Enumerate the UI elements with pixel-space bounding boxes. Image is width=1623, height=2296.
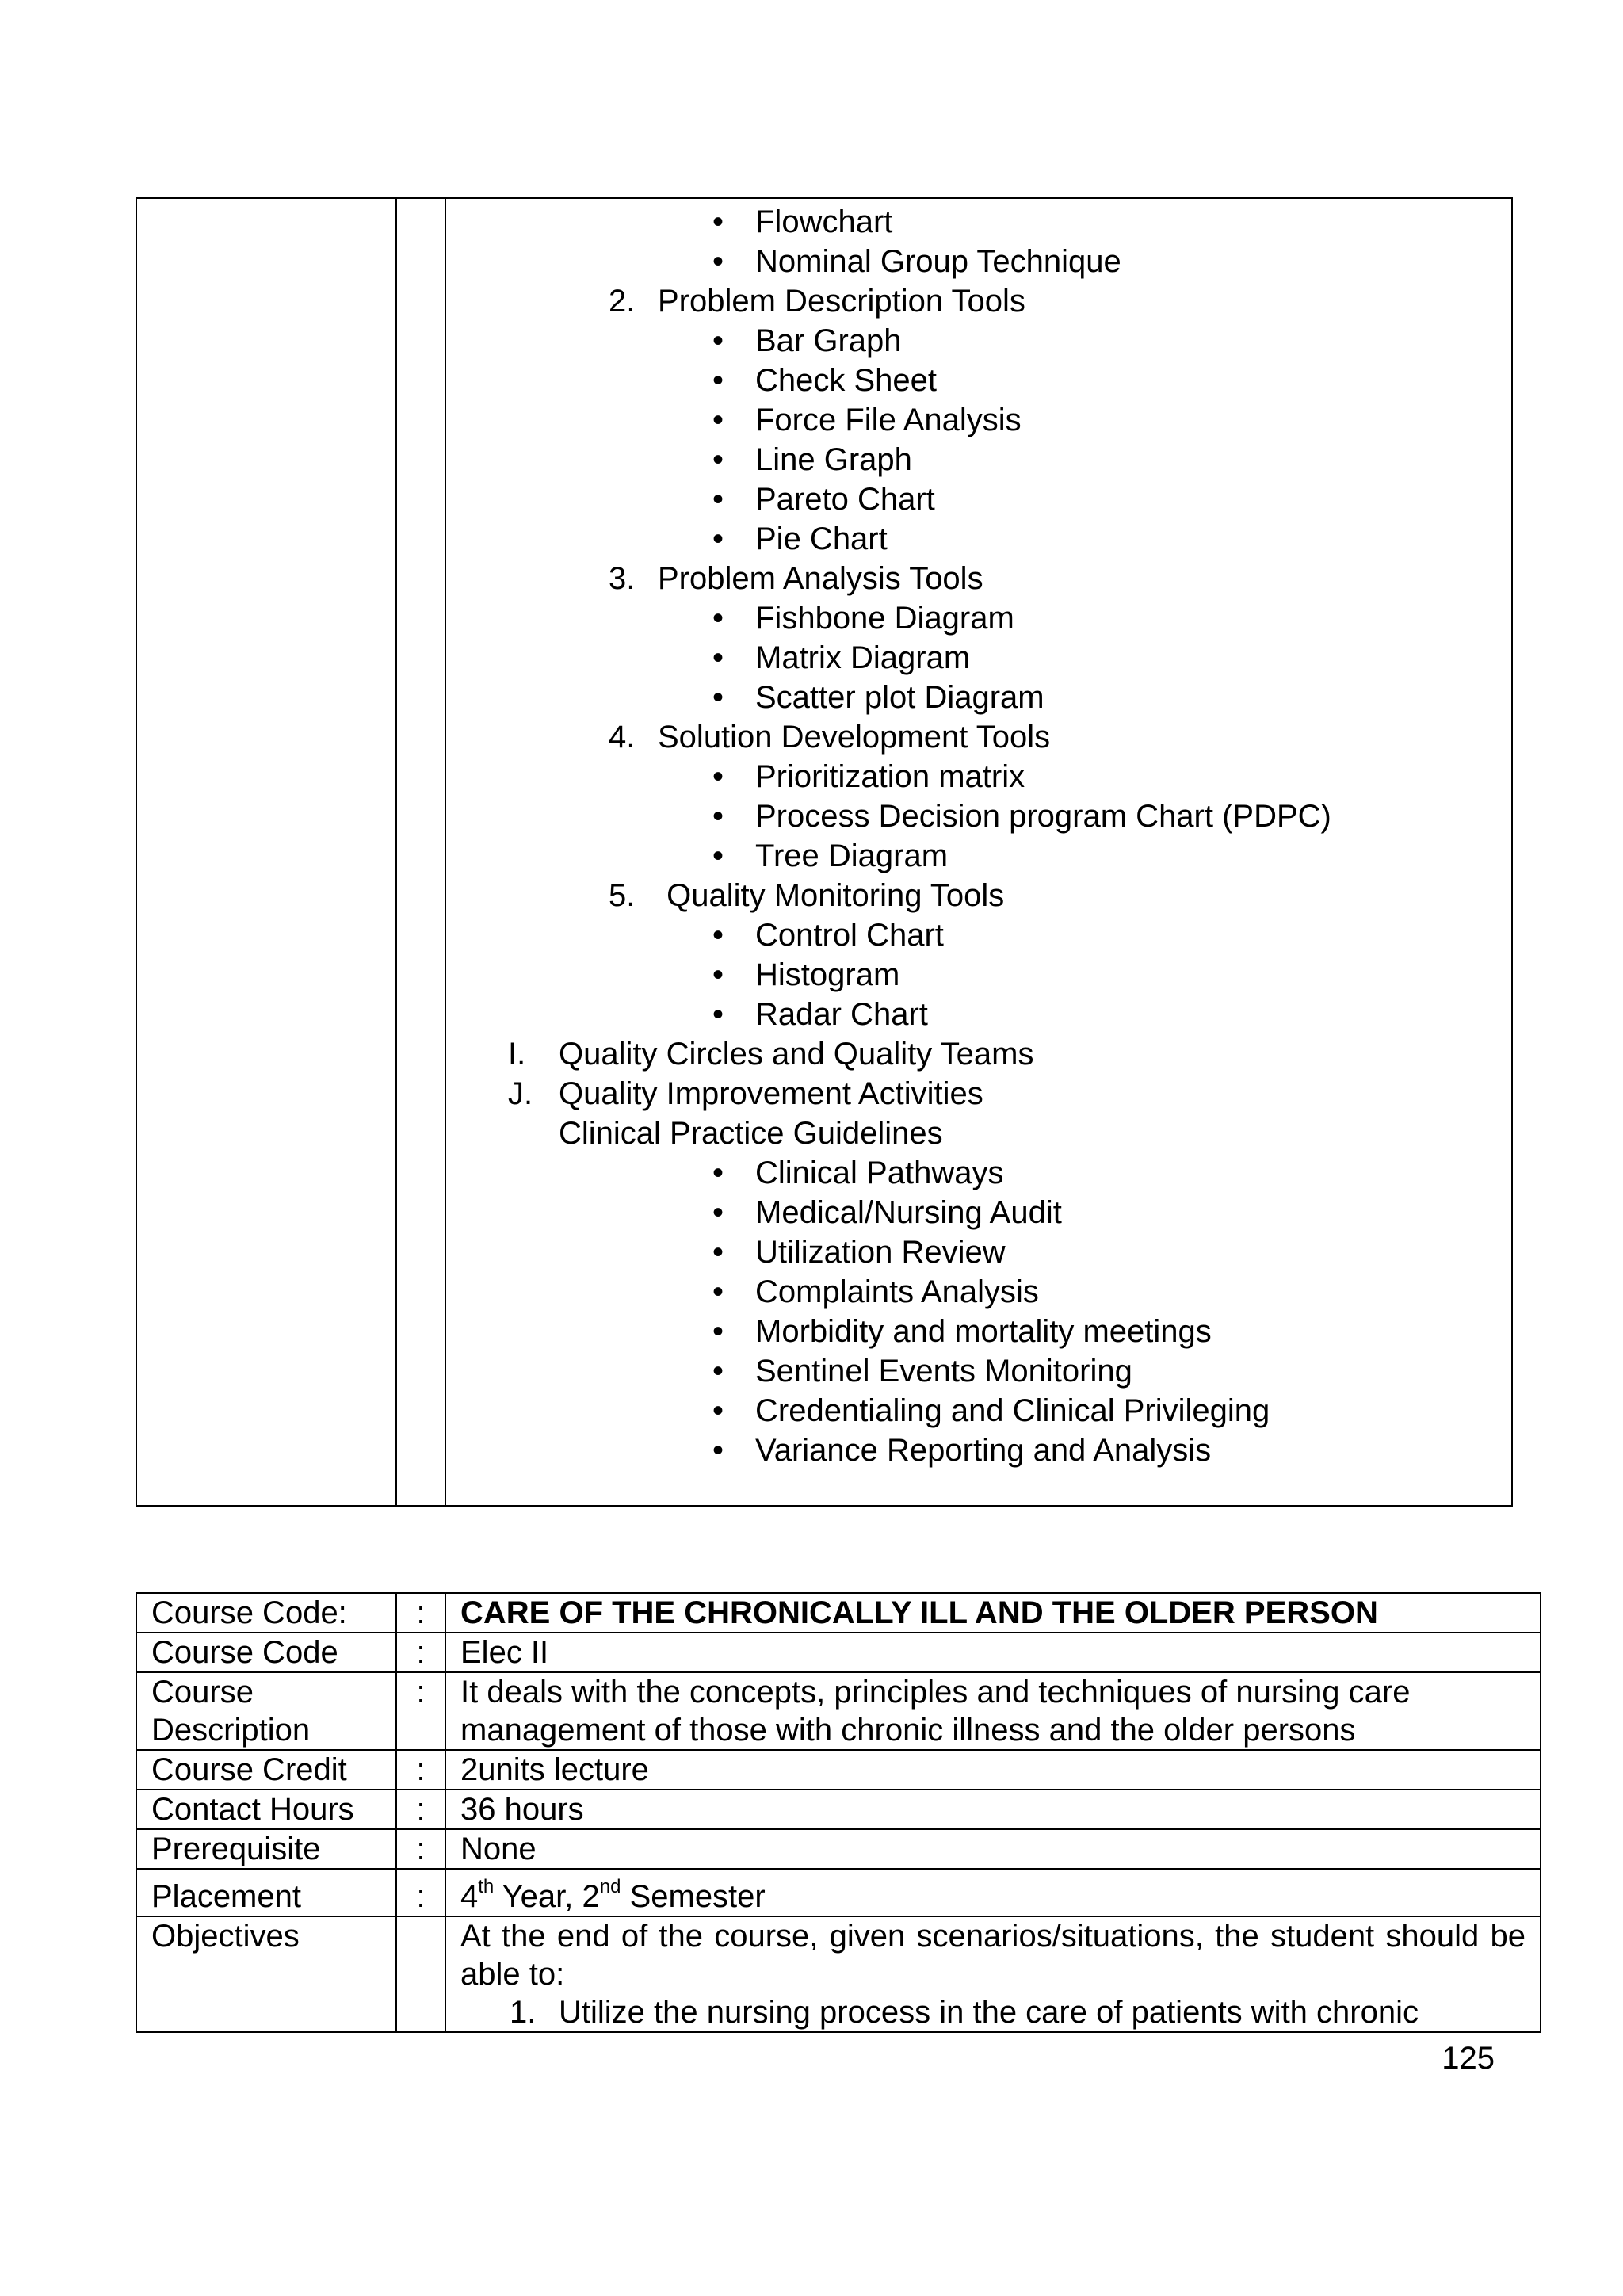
- course-code-row: [136, 1633, 1541, 1672]
- outline-item-text: Control Chart: [755, 918, 944, 953]
- outline-bullet-item: [712, 400, 1022, 440]
- course-description-row: [136, 1672, 1541, 1750]
- outline-item-text: Pie Chart: [755, 521, 888, 556]
- course-title-label: Course Code:: [136, 1593, 396, 1633]
- contact-hours-value: 36 hours: [445, 1790, 1541, 1829]
- outline-item-text: Prioritization matrix: [755, 759, 1025, 794]
- outline-item-text: Process Decision program Chart (PDPC): [755, 799, 1331, 834]
- outline-bullet-item: [712, 1391, 1270, 1431]
- outline-bullet-item: [712, 678, 1044, 717]
- outline-col-separator: [396, 198, 445, 1506]
- outline-lettered-item: [508, 1074, 983, 1114]
- outline-numbered-item: [609, 717, 1051, 757]
- course-code-sep: :: [396, 1633, 445, 1672]
- outline-item-text: Problem Description Tools: [658, 284, 1025, 319]
- outline-item-text: Variance Reporting and Analysis: [755, 1433, 1212, 1468]
- outline-bullet-item: [712, 361, 938, 400]
- objectives-intro: At the end of the course, given scenarios/situations, the student should be able to:: [460, 1919, 1526, 1992]
- outline-item-text: Quality Circles and Quality Teams: [559, 1037, 1034, 1072]
- objective-item-1: [460, 1993, 1526, 2031]
- list-marker: 2.: [609, 284, 636, 319]
- bullet-icon: •: [712, 1433, 724, 1468]
- outline-item-text: Pareto Chart: [755, 482, 935, 517]
- course-code-value: Elec II: [445, 1633, 1541, 1672]
- page-number: 125: [1442, 2041, 1495, 2076]
- course-title-sep: :: [396, 1593, 445, 1633]
- outline-bullet-item: [712, 440, 912, 479]
- outline-item-text: Radar Chart: [755, 997, 928, 1032]
- bullet-icon: •: [712, 1235, 724, 1270]
- outline-bullet-item: [712, 1431, 1212, 1470]
- objective-item-marker: 1.: [510, 1995, 537, 2030]
- placement-year-num: 4: [460, 1879, 479, 1914]
- bullet-icon: •: [712, 1314, 724, 1349]
- outline-item-text: Problem Analysis Tools: [658, 561, 983, 596]
- outline-bullet-item: [712, 1272, 1039, 1312]
- placement-year-sup: th: [478, 1876, 495, 1897]
- bullet-icon: •: [712, 244, 724, 279]
- outline-item-text: Check Sheet: [755, 363, 938, 398]
- outline-bullet-item: [712, 797, 1331, 836]
- objectives-row: [136, 1916, 1541, 2032]
- outline-bullet-item: [712, 955, 900, 995]
- course-credit-sep: :: [396, 1750, 445, 1790]
- bullet-icon: •: [712, 1156, 724, 1190]
- outline-bullet-item: [712, 995, 928, 1034]
- bullet-icon: •: [712, 363, 724, 398]
- bullet-icon: •: [712, 601, 724, 636]
- outline-bullet-item: [712, 915, 944, 955]
- course-title-row: [136, 1593, 1541, 1633]
- course-description-value: It deals with the concepts, principles and techniques of nursing care management of those with chronic illness and the older persons: [445, 1672, 1541, 1750]
- outline-item-text: Quality Improvement Activities: [559, 1076, 983, 1111]
- course-title-value: CARE OF THE CHRONICALLY ILL AND THE OLDER PERSON: [445, 1593, 1541, 1633]
- outline-item-text: Histogram: [755, 957, 900, 992]
- outline-col-content: [445, 198, 1512, 1506]
- outline-bullet-item: [712, 1153, 1004, 1193]
- bullet-icon: •: [712, 918, 724, 953]
- placement-label: Placement: [136, 1869, 396, 1916]
- outline-lettered-item: [508, 1034, 1034, 1074]
- bullet-icon: •: [712, 442, 724, 477]
- outline-item-text: Morbidity and mortality meetings: [755, 1314, 1212, 1349]
- course-credit-value: 2units lecture: [445, 1750, 1541, 1790]
- outline-table: [136, 197, 1513, 1507]
- outline-item-text: Bar Graph: [755, 323, 902, 358]
- placement-sem-word: Semester: [621, 1879, 766, 1914]
- outline-item-text: Solution Development Tools: [658, 720, 1051, 755]
- course-credit-row: [136, 1750, 1541, 1790]
- course-credit-label: Course Credit: [136, 1750, 396, 1790]
- outline-plain-item: [559, 1114, 943, 1153]
- placement-year-word: Year,: [494, 1879, 582, 1914]
- course-info-table: [136, 1592, 1541, 2033]
- outline-numbered-item: [609, 281, 1025, 321]
- bullet-icon: •: [712, 1195, 724, 1230]
- outline-item-text: Fishbone Diagram: [755, 601, 1014, 636]
- bullet-icon: •: [712, 759, 724, 794]
- prerequisite-value: None: [445, 1829, 1541, 1869]
- prerequisite-label: Prerequisite: [136, 1829, 396, 1869]
- outline-item-text: Force File Analysis: [755, 403, 1022, 437]
- outline-bullet-item: [712, 1312, 1212, 1351]
- prerequisite-sep: :: [396, 1829, 445, 1869]
- contact-hours-label: Contact Hours: [136, 1790, 396, 1829]
- placement-row: [136, 1869, 1541, 1916]
- bullet-icon: •: [712, 957, 724, 992]
- bullet-icon: •: [712, 204, 724, 239]
- prerequisite-row: [136, 1829, 1541, 1869]
- outline-bullet-item: [712, 479, 935, 519]
- bullet-icon: •: [712, 1274, 724, 1309]
- list-marker: J.: [508, 1076, 533, 1111]
- course-code-label: Course Code: [136, 1633, 396, 1672]
- placement-value: [445, 1869, 1541, 1916]
- list-marker: 3.: [609, 561, 636, 596]
- outline-bullet-item: [712, 1232, 1006, 1272]
- bullet-icon: •: [712, 521, 724, 556]
- objectives-label: Objectives: [136, 1916, 396, 2032]
- outline-bullet-item: [712, 757, 1025, 797]
- bullet-icon: •: [712, 1354, 724, 1389]
- outline-item-text: Line Graph: [755, 442, 912, 477]
- outline-item-text: Utilization Review: [755, 1235, 1006, 1270]
- list-marker: 4.: [609, 720, 636, 755]
- outline-item-text: Scatter plot Diagram: [755, 680, 1044, 715]
- contact-hours-sep: :: [396, 1790, 445, 1829]
- bullet-icon: •: [712, 323, 724, 358]
- outline-item-text: Matrix Diagram: [755, 640, 971, 675]
- course-description-label: Course Description: [136, 1672, 396, 1750]
- bullet-icon: •: [712, 799, 724, 834]
- outline-item-text: Clinical Pathways: [755, 1156, 1004, 1190]
- list-marker: I.: [508, 1037, 526, 1072]
- objective-item-text: Utilize the nursing process in the care of patients with chronic: [559, 1995, 1419, 2030]
- outline-item-text: Quality Monitoring Tools: [658, 878, 1005, 913]
- outline-bullet-item: [712, 202, 893, 242]
- bullet-icon: •: [712, 640, 724, 675]
- bullet-icon: •: [712, 482, 724, 517]
- outline-item-text: Tree Diagram: [755, 839, 949, 873]
- course-description-sep: :: [396, 1672, 445, 1750]
- outline-bullet-item: [712, 638, 971, 678]
- bullet-icon: •: [712, 997, 724, 1032]
- outline-item-text: Sentinel Events Monitoring: [755, 1354, 1132, 1389]
- bullet-icon: •: [712, 680, 724, 715]
- bullet-icon: •: [712, 403, 724, 437]
- outline-bullet-item: [712, 598, 1014, 638]
- objectives-sep: [396, 1916, 445, 2032]
- outline-item-text: Clinical Practice Guidelines: [559, 1116, 943, 1151]
- bullet-icon: •: [712, 839, 724, 873]
- bullet-icon: •: [712, 1393, 724, 1428]
- placement-sep: :: [396, 1869, 445, 1916]
- outline-bullet-item: [712, 519, 888, 559]
- outline-item-text: Medical/Nursing Audit: [755, 1195, 1062, 1230]
- outline-numbered-item: [609, 876, 1005, 915]
- objectives-value: [445, 1916, 1541, 2032]
- outline-col-label: [136, 198, 396, 1506]
- outline-item-text: Nominal Group Technique: [755, 244, 1121, 279]
- placement-sem-num: 2: [582, 1879, 600, 1914]
- contact-hours-row: [136, 1790, 1541, 1829]
- outline-bullet-item: [712, 1351, 1132, 1391]
- outline-numbered-item: [609, 559, 983, 598]
- outline-bullet-item: [712, 242, 1121, 281]
- placement-sem-sup: nd: [599, 1876, 621, 1897]
- outline-bullet-item: [712, 836, 949, 876]
- outline-bullet-item: [712, 1193, 1062, 1232]
- outline-item-text: Flowchart: [755, 204, 893, 239]
- outline-item-text: Complaints Analysis: [755, 1274, 1039, 1309]
- outline-item-text: Credentialing and Clinical Privileging: [755, 1393, 1270, 1428]
- list-marker: 5.: [609, 878, 636, 913]
- outline-bullet-item: [712, 321, 902, 361]
